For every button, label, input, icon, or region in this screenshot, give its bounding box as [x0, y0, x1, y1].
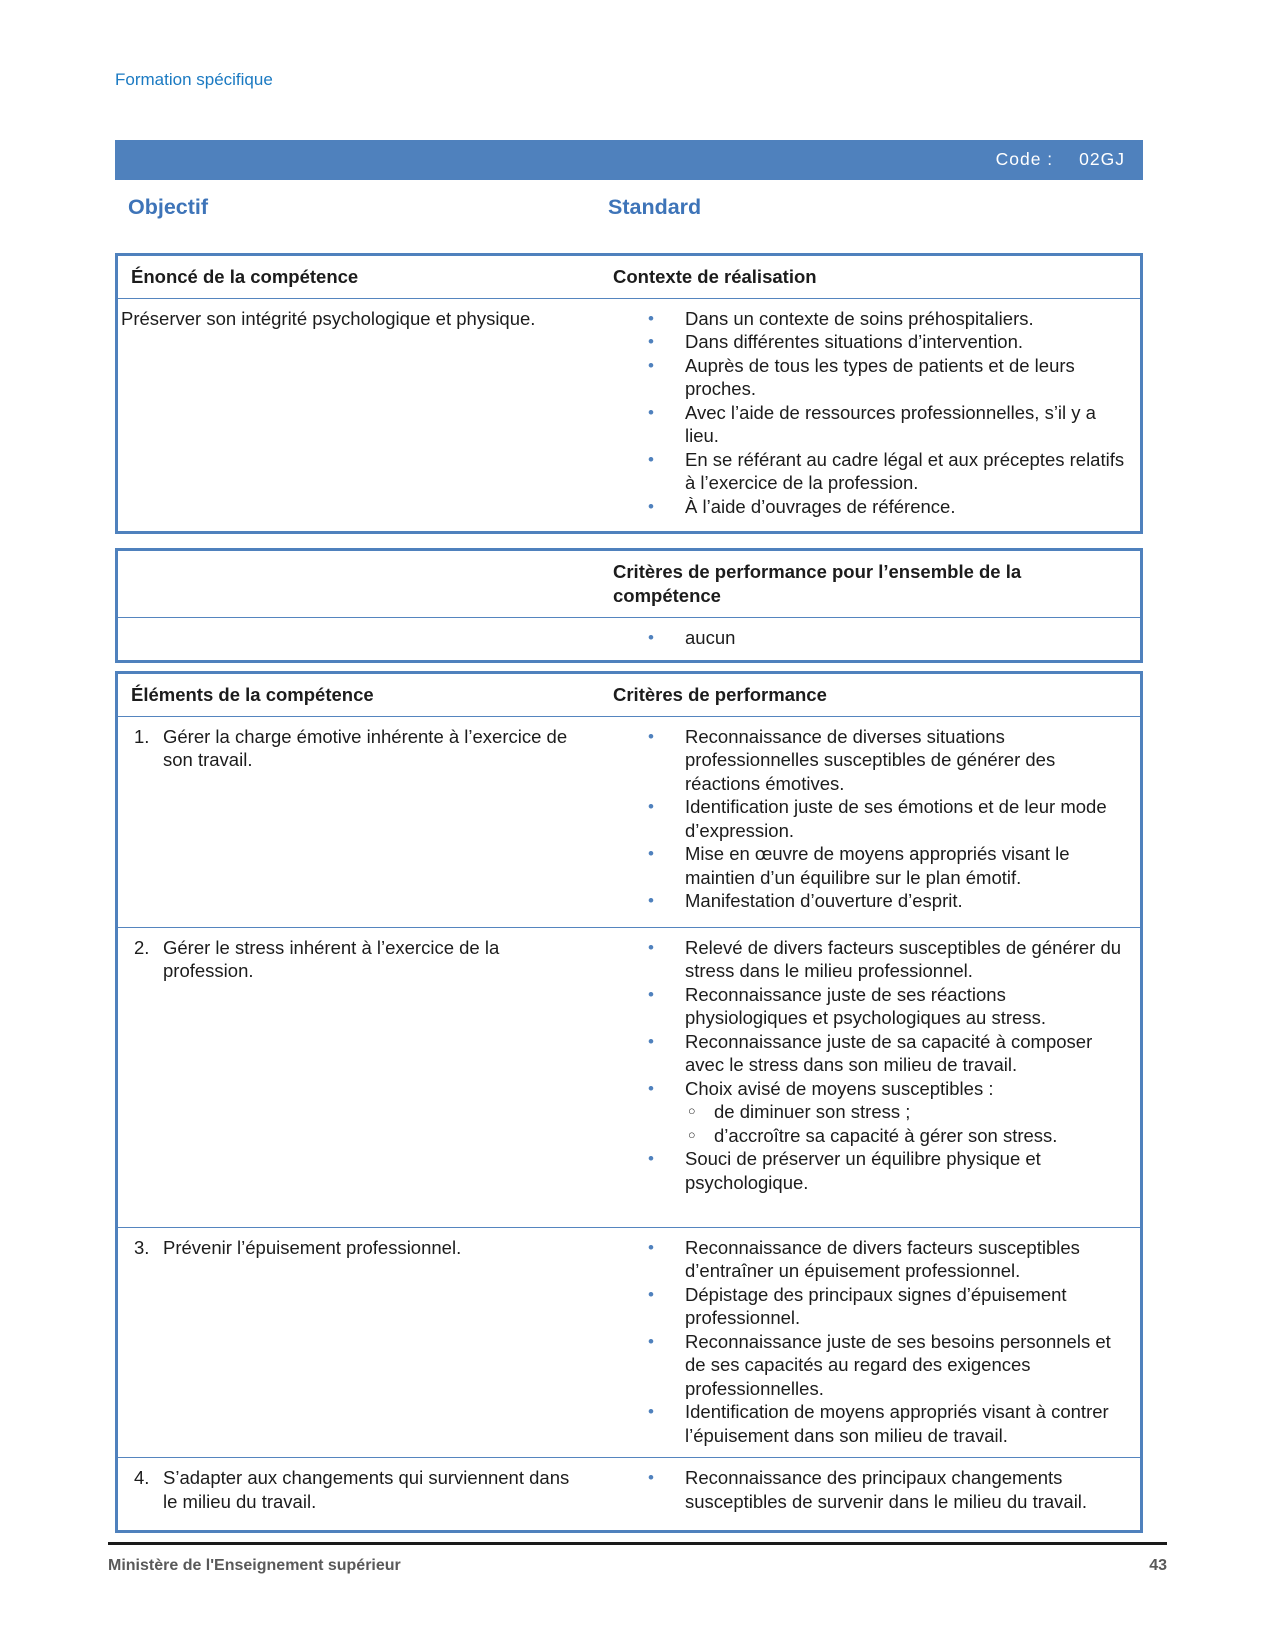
competence-elements-table — [115, 671, 1143, 1533]
bullet-icon: • — [648, 496, 654, 516]
element-number: 2. — [134, 936, 150, 958]
element-row-4 — [118, 1457, 1140, 1530]
list-item: • Identification juste de ses émotions et de leur mode d’expression. — [648, 796, 1107, 841]
footer-divider — [108, 1542, 1167, 1545]
element-text: Prévenir l’épuisement professionnel. — [163, 1236, 462, 1258]
bullet-icon: • — [648, 1237, 654, 1257]
circle-bullet-icon: ○ — [688, 1127, 696, 1142]
table-header-row — [118, 256, 1140, 298]
bullet-icon: • — [648, 449, 654, 469]
table-row — [118, 617, 1140, 660]
list-item: • aucun — [648, 627, 736, 648]
bullet-icon: • — [648, 937, 654, 957]
bullet-icon: • — [648, 844, 654, 863]
list-item: • À l’aide d’ouvrages de référence. — [648, 495, 956, 517]
table-header-row — [118, 674, 1140, 716]
overall-criteria-table — [115, 548, 1143, 663]
bullet-icon: • — [648, 891, 654, 910]
bullet-icon: • — [648, 1078, 654, 1098]
list-item: • Reconnaissance juste de ses réactions physiologiques et psychologiques au stress. — [648, 983, 1046, 1028]
table-row — [118, 298, 1140, 531]
element-number: 1. — [134, 725, 150, 747]
bullet-icon: • — [648, 797, 654, 816]
bullet-icon: • — [648, 628, 654, 647]
competence-statement: Préserver son intégrité psychologique et physique. — [121, 307, 536, 329]
element-number: 3. — [134, 1236, 150, 1258]
code-label: Code : — [995, 149, 1054, 170]
context-list — [598, 307, 1134, 519]
empty-cell — [118, 618, 598, 660]
list-item: • Dépistage des principaux signes d’épuisement professionnel. — [648, 1283, 1067, 1328]
element-row-2 — [118, 927, 1140, 1227]
list-item: • Relevé de divers facteurs susceptibles de générer du stress dans le milieu professionnel. — [648, 936, 1122, 981]
element-text: Gérer la charge émotive inhérente à l’exercice de son travail. — [163, 725, 568, 770]
element-item — [126, 725, 584, 772]
sub-criteria-list — [685, 1100, 1128, 1147]
list-item: • En se référant au cadre légal et aux préceptes relatifs à l’exercice de la profession. — [648, 448, 1125, 493]
list-item — [598, 1077, 1134, 1148]
list-item: • Mise en œuvre de moyens appropriés visant le maintien d’un équilibre sur le plan émotif. — [648, 843, 1070, 888]
list-item: • Souci de préserver un équilibre physique et psychologique. — [648, 1148, 1041, 1193]
contexte-header: Contexte de réalisation — [613, 266, 817, 287]
elements-header: Éléments de la compétence — [131, 684, 374, 705]
list-item: • Identification de moyens appropriés visant à contrer l’épuisement dans son milieu de travail. — [648, 1401, 1109, 1446]
section-label: Formation spécifique — [115, 70, 273, 89]
criterion-text: Choix avisé de moyens susceptibles : — [685, 1077, 994, 1099]
objectif-heading: Objectif — [128, 195, 209, 219]
list-item: • Reconnaissance juste de sa capacité à composer avec le stress dans son milieu de travail. — [648, 1030, 1093, 1075]
table-header-row — [118, 551, 1140, 617]
list-item: • Manifestation d’ouverture d’esprit. — [648, 890, 963, 911]
sub-list-item: ○ de diminuer son stress ; — [685, 1100, 1128, 1124]
criteria-list — [598, 936, 1134, 1195]
element-item — [126, 1466, 584, 1513]
bullet-icon: • — [648, 1331, 654, 1351]
bullet-icon: • — [648, 402, 654, 422]
competence-statement-table — [115, 253, 1143, 534]
empty-cell — [118, 551, 598, 617]
footer-page-number: 43 — [1149, 1557, 1167, 1574]
code-bar — [115, 140, 1143, 180]
sub-list-item: ○ d’accroître sa capacité à gérer son stress. — [685, 1124, 1128, 1148]
element-item — [126, 936, 584, 983]
footer-ministry: Ministère de l'Enseignement supérieur — [108, 1557, 401, 1574]
bullet-icon: • — [648, 1149, 654, 1168]
criteria-list — [598, 725, 1134, 913]
circle-bullet-icon: ○ — [688, 1104, 696, 1118]
list-item: • Reconnaissance des principaux changements susceptibles de survenir dans le milieu du travail. — [648, 1467, 1088, 1512]
list-item: • Dans un contexte de soins préhospitaliers. — [648, 307, 1034, 329]
list-item: • Auprès de tous les types de patients et de leurs proches. — [648, 354, 1075, 399]
bullet-icon: • — [648, 1402, 654, 1421]
list-item: • Avec l’aide de ressources professionnelles, s’il y a lieu. — [648, 401, 1096, 446]
bullet-icon: • — [648, 355, 654, 375]
criteria-list — [598, 1466, 1134, 1513]
overall-criteria-header: Critères de performance pour l’ensemble de la compétence — [613, 561, 1022, 606]
element-row-1 — [118, 716, 1140, 927]
bullet-icon: • — [648, 308, 654, 328]
element-text: Gérer le stress inhérent à l’exercice de la profession. — [163, 936, 500, 981]
element-row-3 — [118, 1227, 1140, 1458]
bullet-icon: • — [648, 984, 654, 1004]
code-value: 02GJ — [1079, 149, 1125, 170]
enonce-header: Énoncé de la compétence — [131, 266, 359, 287]
standard-heading: Standard — [608, 195, 702, 219]
bullet-icon: • — [648, 1468, 654, 1487]
element-item — [126, 1236, 584, 1260]
list-item: • Reconnaissance juste de ses besoins personnels et de ses capacités au regard des exigences professionnelles. — [648, 1330, 1111, 1399]
overall-criteria-list — [598, 626, 1134, 650]
element-number: 4. — [134, 1467, 150, 1488]
bullet-icon: • — [648, 726, 654, 746]
page-footer — [108, 1554, 1167, 1578]
bullet-icon: • — [648, 1284, 654, 1304]
bullet-icon: • — [648, 332, 654, 351]
bullet-icon: • — [648, 1031, 654, 1051]
element-text: S’adapter aux changements qui surviennent dans le milieu du travail. — [163, 1467, 570, 1512]
column-headings — [0, 196, 1275, 226]
criteria-header: Critères de performance — [613, 684, 827, 705]
list-item: • Reconnaissance de divers facteurs susceptibles d’entraîner un épuisement professionnel. — [648, 1236, 1080, 1281]
list-item: • Dans différentes situations d’intervention. — [648, 331, 1023, 352]
criteria-list — [598, 1236, 1134, 1448]
list-item: • Reconnaissance de diverses situations professionnelles susceptibles de générer des réactions émotives. — [648, 725, 1056, 794]
